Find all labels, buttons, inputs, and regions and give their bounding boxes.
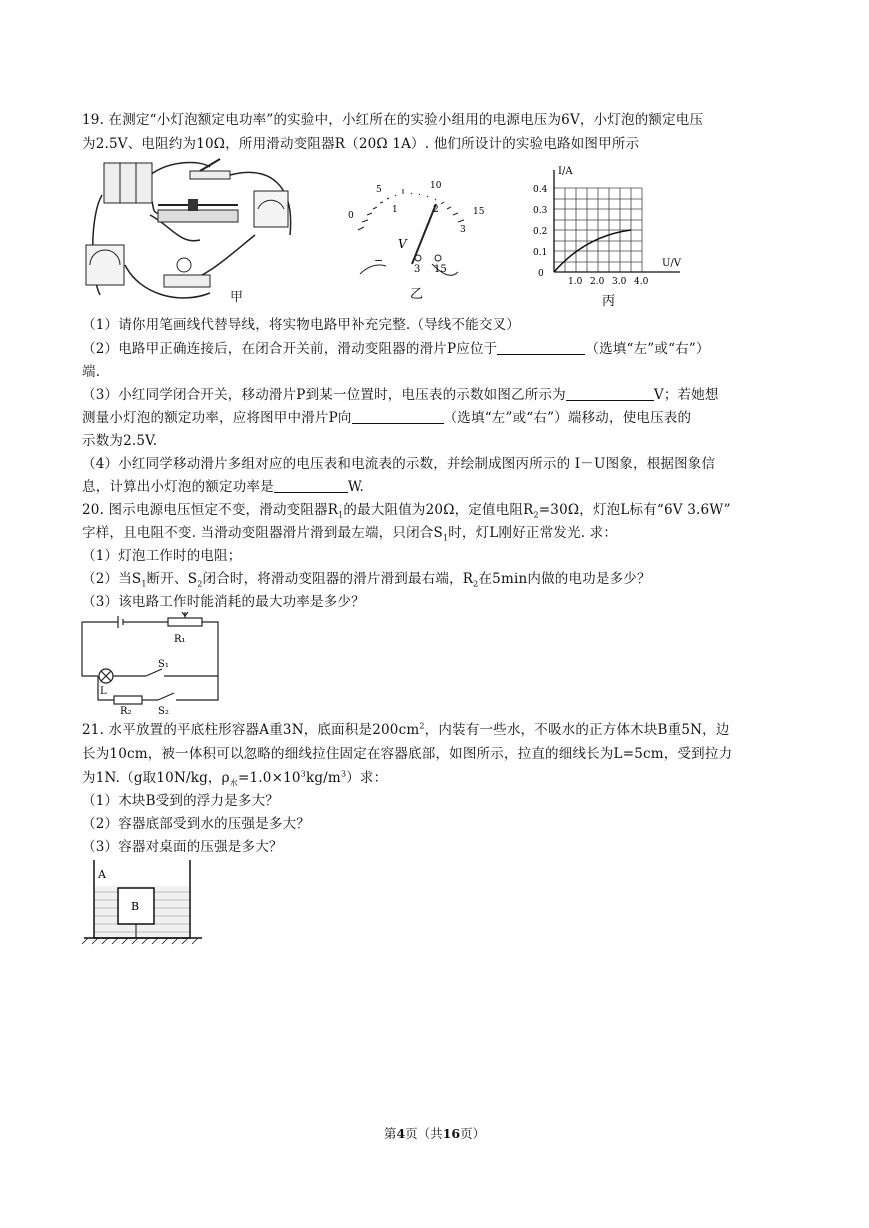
xtick: 1.0 [568, 277, 583, 287]
dial-tick-0: 0 [348, 211, 354, 221]
q21-part2: （2）容器底部受到水的压强是多大？ [82, 816, 310, 832]
figure-jia-circuit [80, 155, 310, 305]
lamp-label: L [100, 686, 107, 697]
fig-bing-label: 丙 [602, 294, 616, 309]
q19-part2: （2）电路甲正确连接后，在闭合开关前，滑动变阻器的滑片P应位于 （选填“左”或“右”） [82, 341, 710, 357]
s1-label: S₁ [158, 659, 169, 670]
answer-blank[interactable] [274, 478, 348, 493]
xtick: 4.0 [634, 277, 649, 287]
q21-line1: 21. 水平放置的平底柱形容器A重3N，底面积是$200cm^2$，内装有一些水，不吸水的正方体木块B重5N，边 [82, 721, 730, 738]
figure-q21-container [80, 858, 205, 948]
graph-xlabel: U/V [662, 258, 682, 269]
q21-part3: （3）容器对桌面的压强是多大？ [82, 839, 283, 855]
ytick: 0.4 [533, 185, 548, 195]
terminal-15: 15 [434, 264, 447, 275]
q19-part4: （4）小红同学移动滑片多组对应的电压表和电流表的示数，并绘制成图丙所示的 I－U图象，根据图象信 [82, 456, 716, 472]
dial-tick-10: 10 [430, 181, 442, 191]
figure-bing-graph [530, 160, 700, 310]
container-label-a: A [98, 868, 106, 881]
fig-yi-label: 乙 [410, 287, 424, 302]
page-footer: 第4页（共16页） [383, 1126, 486, 1141]
dial-unit: V [398, 237, 407, 251]
q19-line1: 19. 在测定“小灯泡额定电功率”的实验中，小红所在的实验小组用的电源电压为6V，小灯泡的额定电压 [82, 112, 704, 128]
q21-part1: （1）木块B受到的浮力是多大？ [82, 793, 280, 809]
r2-label: R₂ [120, 706, 132, 717]
origin: 0 [538, 269, 544, 279]
q20-line2: 字样，且电阻不变. 当滑动变阻器滑片滑到最左端，只闭合$S_1$时，灯L刚好正常发光. 求： [82, 525, 618, 543]
ytick: 0.2 [533, 227, 548, 237]
q19-part3: （3）小红同学闭合开关，移动滑片P到某一位置时，电压表的示数如图乙所示为 V；若她想 [82, 387, 719, 403]
figure-yi-voltmeter [340, 172, 490, 307]
q19-part3-cont: 测量小灯泡的额定功率，应将图甲中滑片P向 （选填“左”或“右”）端移动，使电压表的 [82, 410, 692, 426]
q19-part2-end: 端. [82, 364, 101, 380]
answer-blank[interactable] [566, 386, 654, 401]
r1-label: R₁ [174, 634, 186, 645]
ytick: 0.3 [533, 206, 548, 216]
dial-tick-1: 1 [392, 205, 398, 215]
q20-part3: （3）该电路工作时能消耗的最大功率是多少？ [82, 594, 365, 610]
q21-line2: 长为10cm，被一体积可以忽略的细线拉住固定在容器底部，如图所示，拉直的细线长为L=5cm，受到拉力 [82, 746, 733, 762]
s2-label: S₂ [158, 706, 169, 717]
q20-part2: （2）当$S_1$断开、$S_2$闭合时，将滑动变阻器的滑片滑到最右端，$R_2$在5min内做的电功是多少？ [82, 571, 651, 589]
q20-part1: （1）灯泡工作时的电阻； [82, 548, 242, 564]
q21-line3: 为1N.（g取10N/kg，$\rho_水=1.0\times 10^3kg/m^3$）求： [82, 769, 388, 788]
dial-tick-15: 15 [473, 207, 485, 217]
q19-part1: （1）请你用笔画线代替导线，将实物电路甲补充完整.（导线不能交叉） [82, 317, 520, 333]
terminal-3: 3 [414, 264, 421, 275]
graph-ylabel: I/A [558, 166, 573, 177]
dial-tick-5: 5 [376, 185, 382, 195]
block-label-b: B [131, 900, 140, 913]
fig-jia-label: 甲 [230, 290, 244, 305]
xtick: 3.0 [612, 277, 627, 287]
dial-tick-3: 3 [460, 225, 466, 235]
figure-q20-circuit [78, 612, 228, 717]
q19-part3-end: 示数为2.5V. [82, 433, 158, 449]
dial-tick-2: 2 [433, 205, 439, 215]
answer-blank[interactable] [497, 340, 585, 355]
q20-line1: 20. 图示电源电压恒定不变，滑动变阻器$R_1$的最大阻值为20Ω，定值电阻$R_2=30\Omega$，灯泡L标有“6V 3.6W” [82, 502, 731, 520]
terminal-neg: − [374, 254, 384, 267]
ytick: 0.1 [533, 248, 548, 258]
q19-part4-cont: 息，计算出小灯泡的额定功率是 W. [82, 479, 365, 495]
q19-line2: 为2.5V、电阻约为10Ω，所用滑动变阻器R（20Ω 1A）. 他们所设计的实验电路如图甲所示 [82, 136, 640, 152]
xtick: 2.0 [590, 277, 605, 287]
answer-blank[interactable] [352, 409, 444, 424]
